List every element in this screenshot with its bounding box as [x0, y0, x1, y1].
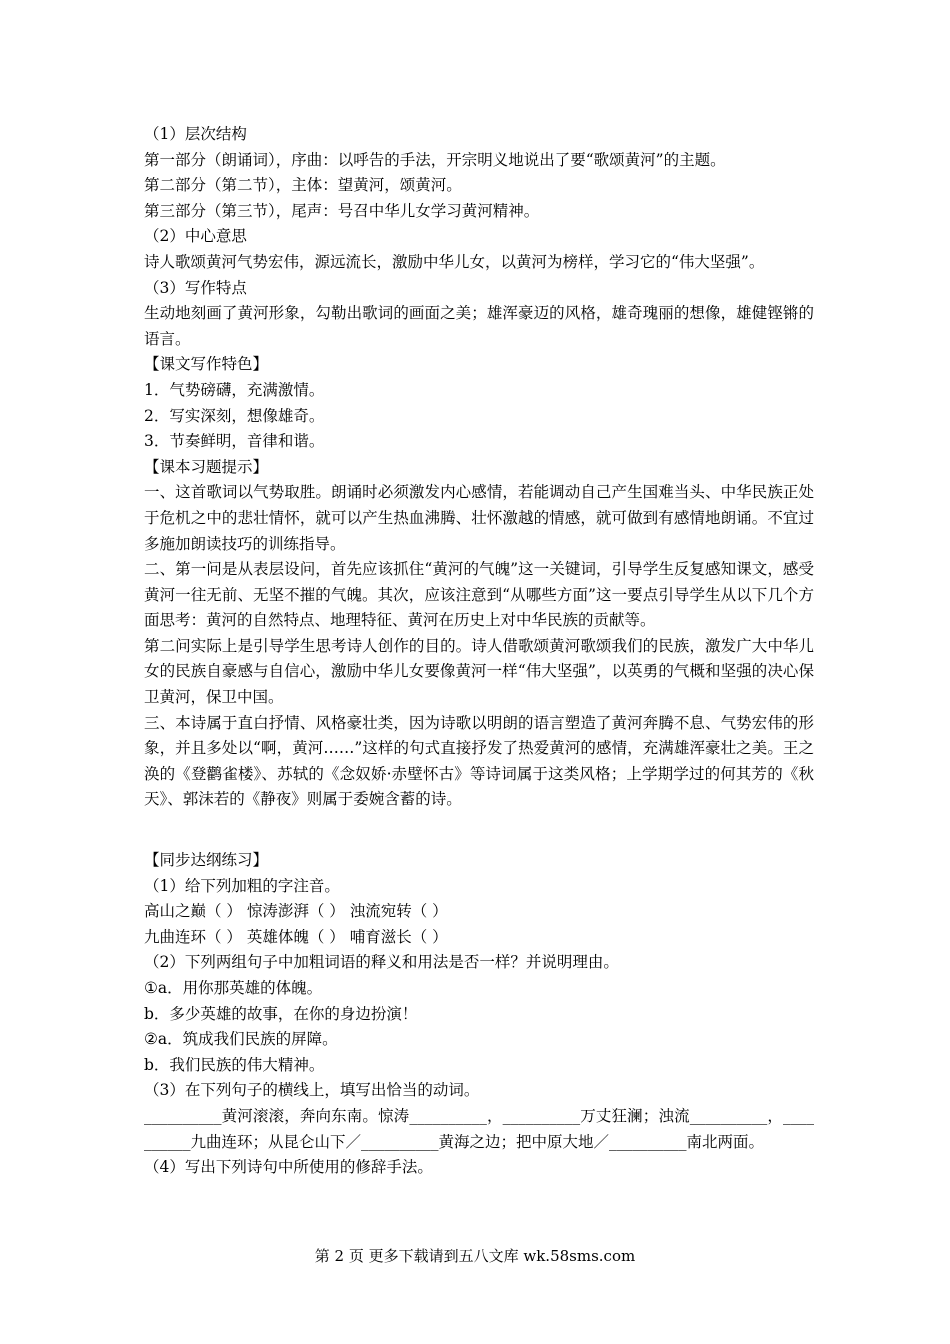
central-idea-text: 诗人歌颂黄河气势宏伟，源远流长，激励中华儿女，以黄河为榜样，学习它的“伟大坚强”。	[144, 252, 765, 271]
document-body	[144, 122, 814, 1181]
exercise-hints-heading: 【课本习题提示】	[144, 457, 269, 476]
practice-heading: 【同步达纲练习】	[144, 851, 269, 870]
question-2-sentence: ①a．用你那英雄的体魄。	[144, 979, 323, 997]
text-feature-item: 1．气势磅礴，充满激情。	[144, 380, 325, 399]
text-features-heading: 【课文写作特色】	[144, 355, 269, 374]
question-2-sentence: b．多少英雄的故事，在你的身边扮演！	[144, 1004, 418, 1023]
structure-part-2: 第二部分（第二节），主体：望黄河，颂黄河。	[144, 176, 462, 195]
writing-features-text: 生动地刻画了黄河形象，勾勒出歌词的画面之美；雄浑豪迈的风格，雄奇瑰丽的想像，雄健铿锵的语言。	[144, 304, 814, 348]
structure-part-3: 第三部分（第三节），尾声：号召中华儿女学习黄河精神。	[144, 201, 540, 220]
page-footer: 第 2 页 更多下载请到五八文库 wk.58sms.com	[314, 1247, 636, 1265]
section-spacer	[144, 813, 814, 848]
question-2-sentence: b．我们民族的伟大精神。	[144, 1055, 325, 1074]
exercise-hint-paragraph: 三、本诗属于直白抒情、风格豪壮类，因为诗歌以明朗的语言塑造了黄河奔腾不息、气势宏伟的形象，并且多处以“啊，黄河……”这样的句式直接抒发了热爱黄河的感情，充满雄浑豪壮之美。王之涣的《登鹳雀楼》、苏轼的《念奴娇·赤壁怀古》等诗词属于这类风格；上学期学过的何其芳的《秋天》、郭沫若的《静夜》则属于委婉含蓄的诗。	[144, 713, 814, 809]
writing-features-heading: （3）写作特点	[144, 278, 247, 297]
question-3-fill-blanks: __________黄河滚滚，奔向东南。惊涛__________，__________万丈狂澜；浊流__________，__________九曲连环；从昆仑山下／__________黄海之边；把中原大地／__________南北两面。	[144, 1106, 814, 1151]
question-1-words-row-1: 高山之巅（ ） 惊涛澎湃（ ） 浊流宛转（ ）	[144, 902, 448, 921]
structure-part-1: 第一部分（朗诵词），序曲：以呼告的手法，开宗明义地说出了要“歌颂黄河”的主题。	[144, 150, 726, 169]
structure-heading: （1）层次结构	[144, 125, 247, 143]
question-3: （3）在下列句子的横线上，填写出恰当的动词。	[144, 1081, 480, 1100]
question-2-sentence: ②a．筑成我们民族的屏障。	[144, 1030, 338, 1049]
text-feature-item: 3．节奏鲜明，音律和谐。	[144, 432, 325, 451]
text-feature-item: 2．写实深刻，想像雄奇。	[144, 406, 325, 425]
question-1: （1）给下列加粗的字注音。	[144, 876, 340, 895]
exercise-hint-paragraph: 二、第一问是从表层设问，首先应该抓住“黄河的气魄”这一关键词，引导学生反复感知课文，感受黄河一往无前、无坚不摧的气魄。其次，应该注意到“从哪些方面”这一要点引导学生从以下几个方面思考：黄河的自然特点、地理特征、黄河在历史上对中华民族的贡献等。	[144, 560, 814, 630]
exercise-hint-paragraph: 一、这首歌词以气势取胜。朗诵时必须激发内心感情，若能调动自己产生国难当头、中华民族正处于危机之中的悲壮情怀，就可以产生热血沸腾、壮怀激越的情感，就可做到有感情地朗诵。不宜过多施加朗读技巧的训练指导。	[144, 483, 814, 553]
exercise-hint-paragraph: 第二问实际上是引导学生思考诗人创作的目的。诗人借歌颂黄河歌颂我们的民族，激发广大中华儿女的民族自豪感与自信心，激励中华儿女要像黄河一样“伟大坚强”，以英勇的气概和坚强的决心保卫黄河，保卫中国。	[144, 636, 814, 707]
question-4: （4）写出下列诗句中所使用的修辞手法。	[144, 1158, 433, 1177]
central-idea-heading: （2）中心意思	[144, 227, 247, 246]
question-1-words-row-2: 九曲连环（ ） 英雄体魄（ ） 哺育滋长（ ）	[144, 927, 448, 946]
question-2: （2）下列两组句子中加粗词语的释义和用法是否一样？并说明理由。	[144, 953, 619, 972]
